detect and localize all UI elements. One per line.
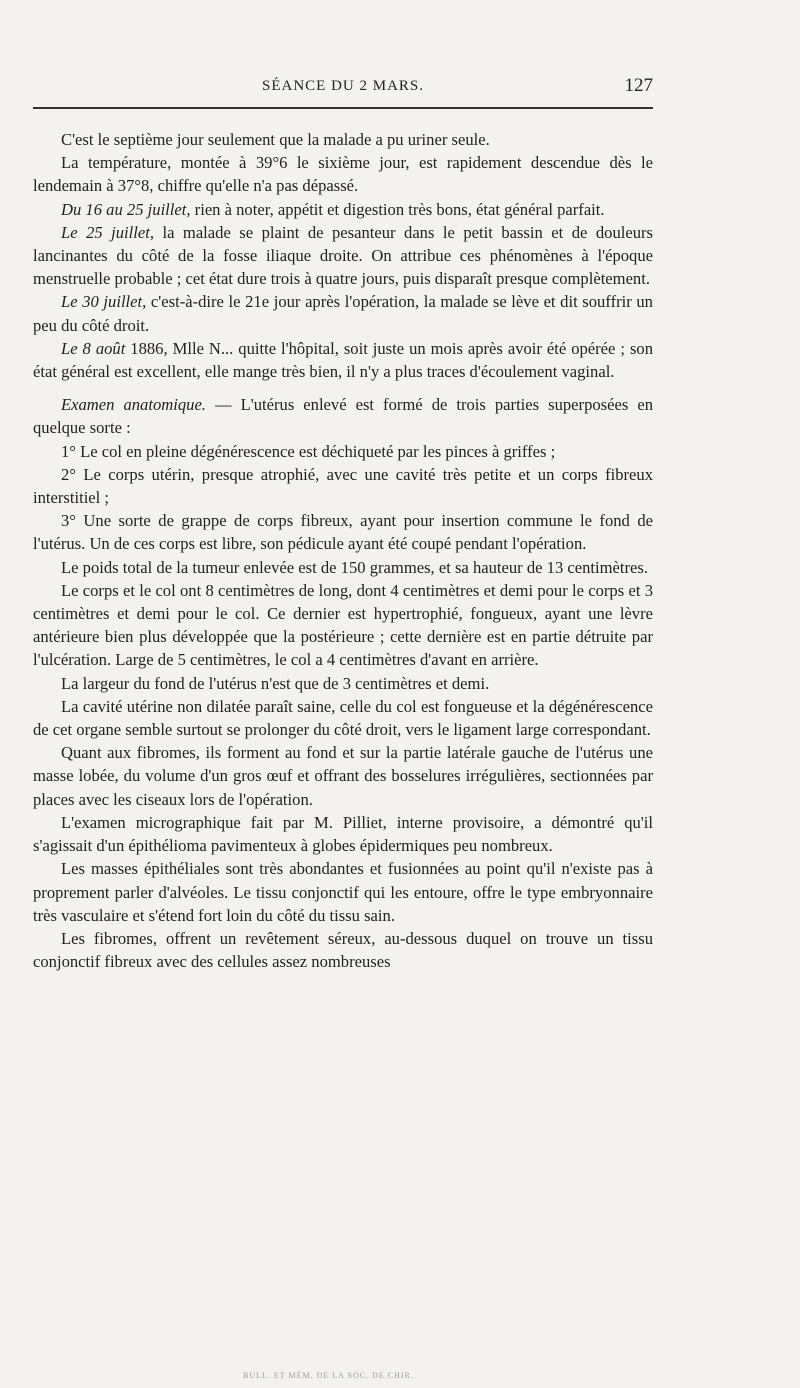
paragraph-text: 1886, Mlle N... quitte l'hôpital, soit juste un mois après avoir été opérée ; son état général est excellent, elle mange très bien, il n'y a plus traces d'écoulement vaginal.: [33, 338, 653, 382]
paragraph-text: La cavité utérine non dilatée paraît saine, celle du col est fongueuse et la dégénérescence de cet organe semble surtout se prolonger du côté droit, vers le ligament large correspondant.: [33, 696, 653, 740]
paragraph-lead: Le 30 juillet,: [61, 292, 147, 312]
paragraph-text: 3° Une sorte de grappe de corps fibreux, ayant pour insertion commune le fond de l'utérus. Un de ces corps est libre, son pédicule ayant été coupé pendant l'opération.: [33, 511, 653, 554]
paragraph: [33, 393, 653, 439]
paragraph: [33, 290, 653, 336]
paragraph: [33, 337, 653, 383]
paragraph-lead: Le 8 août: [61, 338, 126, 358]
paragraph: [33, 927, 653, 973]
paragraph: [33, 463, 653, 509]
paragraph: [33, 221, 653, 291]
paragraph-text: Le corps et le col ont 8 centimètres de long, dont 4 centimètres et demi pour le corps et 3 centimètres et demi pour le col. Ce dernier est hypertrophié, fongueux, ayant une lèvre antérieure bien plus développée que la postérieure ; cette dernière est en partie détruite par l'ulcération. Large de 5 centimètres, le col a 4 centimètres d'avant en arrière.: [33, 580, 653, 670]
header-rule: [33, 107, 653, 109]
paragraph-lead: Le 25 juillet,: [61, 222, 154, 242]
book-page: [33, 0, 653, 1388]
paragraph: [33, 672, 653, 695]
paragraph-text: 1° Le col en pleine dégénérescence est déchiqueté par les pinces à griffes ;: [61, 441, 556, 461]
paragraph-lead: Du 16 au 25 juillet,: [61, 199, 191, 219]
paragraph: [33, 556, 653, 579]
paragraph-text: rien à noter, appétit et digestion très bons, état général parfait.: [190, 199, 605, 219]
paragraph-text: Le poids total de la tumeur enlevée est de 150 grammes, et sa hauteur de 13 centimètres.: [61, 557, 649, 577]
paragraph: [33, 741, 653, 811]
paragraph-text: Quant aux fibromes, ils forment au fond et sur la partie latérale gauche de l'utérus une masse lobée, du volume d'un gros œuf et offrant des bosselures irrégulières, sectionnées par places avec les ciseaux lors de l'opération.: [33, 743, 653, 809]
paragraph: [33, 198, 653, 221]
page-header: [33, 75, 653, 99]
paragraph: [33, 811, 653, 857]
paragraph-text: L'examen micrographique fait par M. Pilliet, interne provisoire, a démontré qu'il s'agissait d'un épithélioma pavimenteux à globes épidermiques peu nombreux.: [33, 812, 653, 856]
paragraph-lead: Examen anatomique.: [61, 395, 206, 415]
paragraph: [33, 151, 653, 197]
paragraph-text: La largeur du fond de l'utérus n'est que de 3 centimètres et demi.: [61, 673, 490, 693]
paragraph-text: Les fibromes, offrent un revêtement séreux, au-dessous duquel on trouve un tissu conjonctif fibreux avec des cellules assez nombreuses: [33, 928, 653, 972]
page-number: 127: [624, 75, 653, 96]
paragraph: [33, 128, 653, 151]
paragraph-text: c'est-à-dire le 21e jour après l'opération, la malade se lève et dit souffrir un peu du côté droit.: [33, 292, 653, 335]
paragraph: [33, 509, 653, 555]
body-text: [33, 128, 653, 973]
paragraph-text: La température, montée à 39°6 le sixième jour, est rapidement descendue dès le lendemain à 37°8, chiffre qu'elle n'a pas dépassé.: [33, 153, 653, 196]
paragraph-text: 2° Le corps utérin, presque atrophié, avec une cavité très petite et un corps fibreux interstitiel ;: [33, 464, 653, 508]
footer-signature: BULL. ET MÉM. DE LA SOC. DE CHIR.: [243, 1371, 414, 1380]
paragraph: [33, 857, 653, 927]
paragraph-text: Les masses épithéliales sont très abondantes et fusionnées au point qu'il n'existe pas à proprement parler d'alvéoles. Le tissu conjonctif qui les entoure, offre le type embryonnaire très vasculaire et s'étend fort loin du côté du tissu sain.: [33, 859, 653, 925]
paragraph-text: — L'utérus enlevé est formé de trois parties superposées en quelque sorte :: [33, 395, 653, 438]
paragraph-text: la malade se plaint de pesanteur dans le petit bassin et de douleurs lancinantes du côté de la fosse iliaque droite. On attribue ces phénomènes à l'époque menstruelle probable ; cet état dure trois à quatre jours, puis disparaît presque complètement.: [33, 222, 653, 289]
paragraph-text: C'est le septième jour seulement que la malade a pu uriner seule.: [61, 130, 490, 149]
paragraph: [33, 695, 653, 741]
running-title: SÉANCE DU 2 MARS.: [261, 78, 425, 94]
paragraph: [33, 440, 653, 463]
paragraph: [33, 579, 653, 672]
